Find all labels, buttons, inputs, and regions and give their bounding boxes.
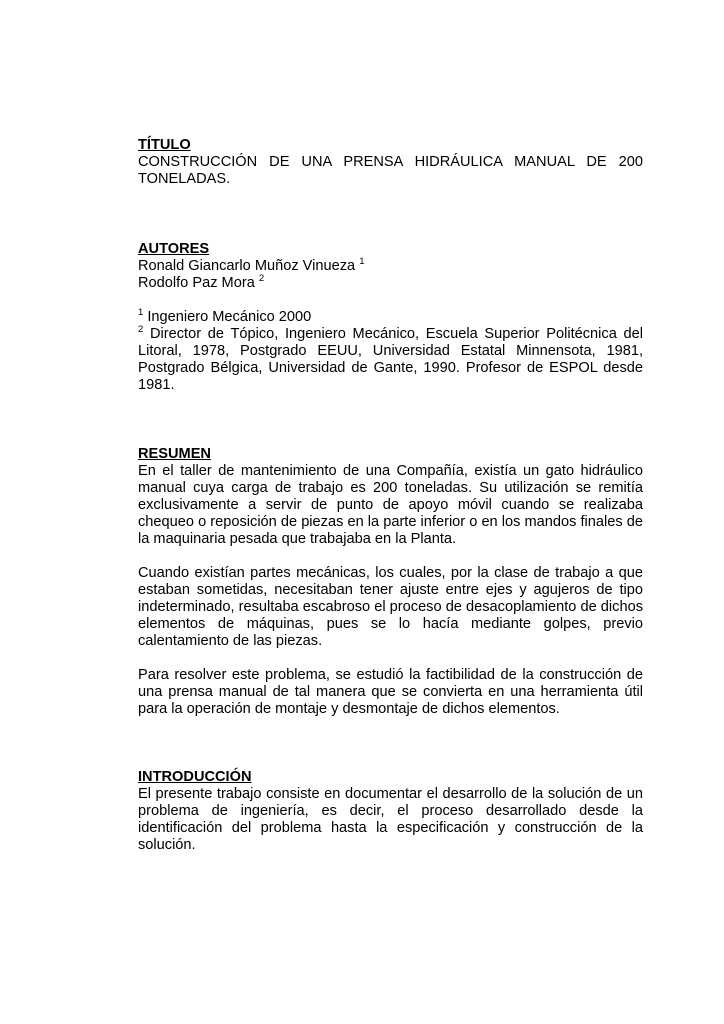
resumen-heading: RESUMEN xyxy=(138,446,211,462)
author-notes xyxy=(138,309,643,394)
author-note xyxy=(138,309,643,326)
section-autores xyxy=(138,241,643,292)
titulo-text: CONSTRUCCIÓN DE UNA PRENSA HIDRÁULICA MANUAL DE 200 TONELADAS. xyxy=(138,154,643,187)
introduccion-heading: INTRODUCCIÓN xyxy=(138,769,252,785)
section-introduccion xyxy=(138,769,643,854)
resumen-paragraph: En el taller de mantenimiento de una Compañía, existía un gato hidráulico manual cuya carga de trabajo es 200 toneladas. Su utilización se remitía exclusivamente a servir de punto de apoyo móvil cuando se realizaba chequeo o reposición de piezas en la parte inferior o en los mandos finales de la maquinaria pesada que trabajaba en la Planta. xyxy=(138,463,643,547)
titulo-heading: TÍTULO xyxy=(138,137,191,153)
author-note xyxy=(138,326,643,394)
note-text: Ingeniero Mecánico 2000 xyxy=(147,309,312,325)
note-ref: 2 xyxy=(138,324,144,335)
resumen-paragraph: Cuando existían partes mecánicas, los cuales, por la clase de trabajo a que estaban sometidas, necesitaban tener ajuste entre ejes y agujeros de tipo indeterminado, resultaba escabroso el proceso de desacoplamiento de dichos elementos de máquinas, pues se lo hacía mediante golpes, previo calentamiento de las piezas. xyxy=(138,565,643,649)
resumen-paragraph: Para resolver este problema, se estudió la factibilidad de la construcción de una prensa manual de tal manera que se convierta en una herramienta útil para la operación de montaje y desmontaje de dichos elementos. xyxy=(138,667,643,717)
autores-heading: AUTORES xyxy=(138,241,210,257)
note-text: Director de Tópico, Ingeniero Mecánico, Escuela Superior Politécnica del Litoral, 1978, Postgrado EEUU, Universidad Estatal Minnensota, 1981, Postgrado Bélgica, Universidad de Gante, 1990. Profesor de ESPOL desde 1981. xyxy=(138,326,643,393)
document-page xyxy=(138,137,643,854)
author-ref: 2 xyxy=(258,273,265,284)
introduccion-paragraph: El presente trabajo consiste en documentar el desarrollo de la solución de un problema de ingeniería, es decir, el proceso desarrollado desde la identificación del problema hasta la especificación y construcción de la solución. xyxy=(138,786,643,853)
author-line xyxy=(138,275,643,292)
section-resumen xyxy=(138,446,643,718)
section-titulo xyxy=(138,137,643,188)
author-line xyxy=(138,258,643,275)
author-ref: 1 xyxy=(359,256,365,267)
author-name: Ronald Giancarlo Muñoz Vinueza xyxy=(138,258,356,274)
note-ref: 1 xyxy=(138,307,144,318)
author-name: Rodolfo Paz Mora xyxy=(138,275,255,291)
